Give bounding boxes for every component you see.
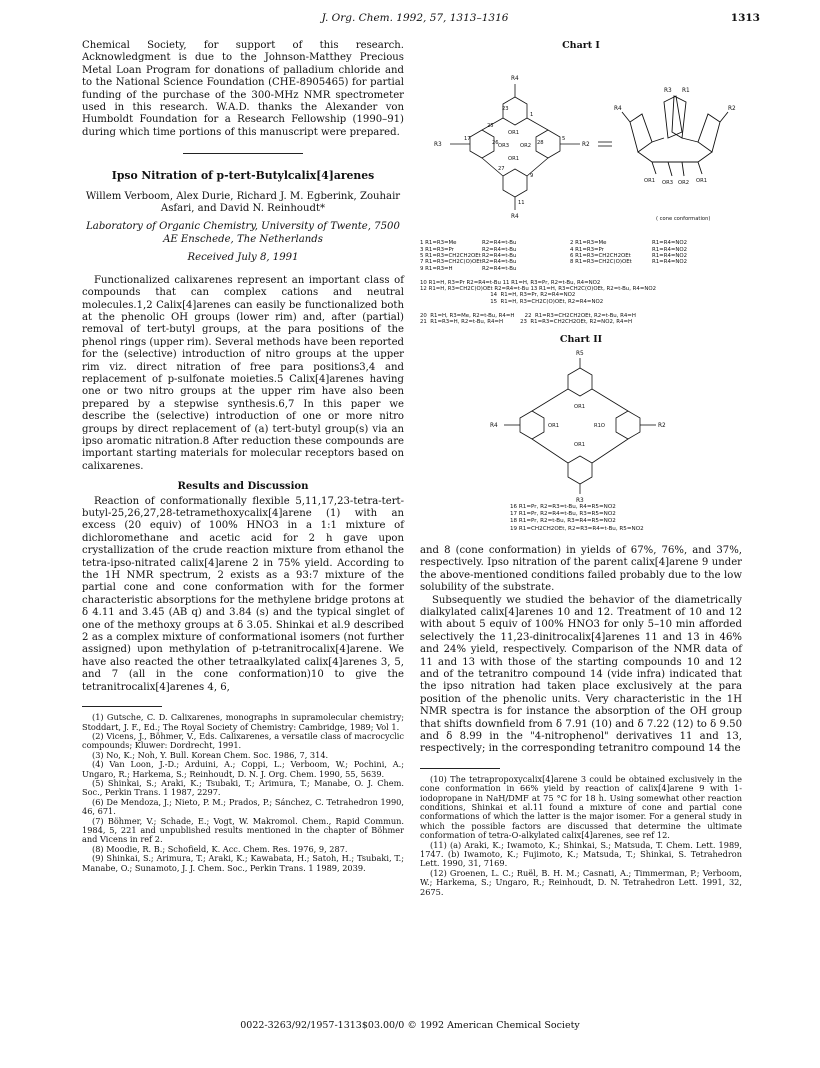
cone-label-or3: OR3 bbox=[662, 180, 673, 187]
footnotes-left bbox=[82, 713, 404, 873]
cone-label-or1: OR1 bbox=[644, 178, 655, 185]
left-column bbox=[82, 40, 404, 873]
footnote: (9) Shinkai, S.; Arimura, T.; Araki, K.; Kawabata, H.; Satoh, H.; Tsubaki, T.; Manabe, O.; Sunamoto, J. J. Chem. Soc., Perkin Trans. 1 1989, 2039. bbox=[82, 853, 404, 873]
cone-label-or1b: OR1 bbox=[696, 178, 707, 185]
label-r2: R2 bbox=[582, 142, 590, 149]
label-or3: OR3 bbox=[498, 143, 509, 150]
compound-row: 14 R1=H, R3=Pr, R2=R4=NO2 bbox=[420, 292, 576, 299]
compound-table bbox=[420, 240, 742, 325]
footnote-divider bbox=[82, 706, 162, 707]
compound-row: 5 R1=R3=CH2CH2OEtR2=R4=t-Bu 6 R1=R3=CH2CH2OEt R1=R4=NO2 bbox=[420, 253, 688, 259]
compound-row: 18 R1=Pr, R2=t-Bu, R3=R4=R5=NO2 bbox=[510, 518, 616, 525]
chart2-title: Chart II bbox=[559, 333, 603, 345]
chart2-label-or1-top: OR1 bbox=[574, 404, 585, 411]
compound-row: 7 R1=R3=CH2C(O)OEtR2=R4=t-Bu 8 R1=R3=CH2C(O)OEt R1=R4=NO2 bbox=[420, 259, 688, 266]
footnote: (10) The tetrapropoxycalix[4]arene 3 could be obtained exclusively in the cone conformation in 66% yield by reaction of calix[4]arene 9 with 1-iodopropane in NaH/DMF at 75 °C for 18 h. Using somewhat other reaction conditions, Shinkai et al.11 found a mixture of cone and partial cone conformations of which the latter is the major isomer. For a general study in which the possible factors are discussed that determine the ultimate conformation of tetra-O-alkylated calix[4]arenes, see ref 12. bbox=[420, 773, 742, 841]
section-divider bbox=[183, 153, 303, 154]
compound-group-3 bbox=[420, 313, 742, 326]
chart2-label-r1o: R1O bbox=[594, 423, 605, 430]
locant-25: 25 bbox=[487, 123, 494, 130]
cone-label-or2: OR2 bbox=[678, 180, 689, 187]
compound-row: 9 R1=R3=H R2=R4=t-Bu bbox=[420, 265, 517, 272]
locant-27: 27 bbox=[498, 166, 505, 173]
continuation-paragraph: and 8 (cone conformation) in yields of 67%, 76%, and 37%, respectively. Ipso nitration of the parent calix[4]arene 9 under the above-mentioned conditions failed probably due to the low solubility of the substrate. bbox=[420, 544, 742, 594]
chart2-label-r3: R3 bbox=[576, 498, 584, 505]
footnote: (2) Vicens, J., Böhmer, V., Eds. Calixarenes, a versatile class of macrocyclic compounds; Kluwer: Dordrecht, 1991. bbox=[82, 730, 404, 751]
chart2-label-or1-bottom: OR1 bbox=[574, 442, 585, 449]
locant-17: 17 bbox=[464, 136, 471, 143]
section-heading: Results and Discussion bbox=[177, 481, 309, 493]
chart2-compound-list bbox=[510, 504, 742, 533]
footnotes-right bbox=[420, 775, 742, 897]
label-r4-bottom: R4 bbox=[511, 214, 519, 221]
chart1-structures bbox=[420, 52, 742, 232]
footnote: (3) No, K.; Noh, Y. Bull. Korean Chem. Soc. 1986, 7, 314. bbox=[92, 749, 329, 760]
label-r4-top: R4 bbox=[511, 76, 519, 83]
chart2-label-or1-left: OR1 bbox=[548, 423, 559, 430]
compound-row: 17 R1=Pr, R2=R4=t-Bu, R3=R5=NO2 bbox=[510, 511, 616, 518]
cone-label-r1: R1 bbox=[682, 88, 690, 95]
chart2-structure bbox=[420, 346, 742, 504]
locant-9: 9 bbox=[530, 173, 534, 180]
results-paragraph: Reaction of conformationally flexible 5,11,17,23-tetra-tert-butyl-25,26,27,28-tetramethoxycalix[4]arene (1) with an excess (20 equiv) of 100% HNO3 in a 1:1 mixture of dichloromethane and acetic acid for 2 h gave upon crystallization of the crude reaction mixture from ethanol the tetra-ipso-nitrated calix[4]arene 2 in 75% yield. According to the 1H NMR spectrum, 2 exists as a 93:7 mixture of the partial cone and cone conformation with for the former characteristic absorptions for the methylene bridge protons at δ 4.11 and 3.45 (AB q) and 3.84 (s) and the typical singlet of one of the methoxy groups at δ 3.05. Shinkai et al.9 described 2 as a complex mixture of conformational isomers (not further assigned) upon methylation of p-tetranitrocalix[4]arene. We have also reacted the other tetraalkylated calix[4]arenes 3, 5, and 7 (all in the cone conformation)10 to give the tetranitrocalix[4]arenes 4, 6, bbox=[82, 495, 404, 693]
cone-caption: ( cone conformation) bbox=[656, 216, 711, 223]
running-header bbox=[70, 12, 760, 28]
cone-label-r3: R3 bbox=[664, 88, 672, 95]
compound-row: 3 R1=R3=Pr R2=R4=t-Bu 4 R1=R3=Pr R1=R4=NO2 bbox=[420, 246, 688, 253]
footnote: (4) Van Loon, J.-D.; Arduini, A.; Coppi, L.; Verboom, W.; Pochini, A.; Ungaro, R.; Harkema, S.; Reinhoudt, D. N. J. Org. Chem. 1990, 55, 5639. bbox=[82, 759, 404, 779]
compound-row: 1 R1=R3=Me R2=R4=t-Bu 2 R1=R3=Me R1=R4=NO2 bbox=[420, 240, 688, 247]
chart2-label-r5: R5 bbox=[576, 351, 584, 358]
compound-row: 19 R1=CH2CH2OEt, R2=R3=R4=t-Bu, R5=NO2 bbox=[510, 525, 644, 532]
footnote-divider bbox=[420, 768, 500, 769]
right-column bbox=[420, 40, 742, 897]
footnote: (11) (a) Araki, K.; Iwamoto, K.; Shinkai, S.; Matsuda, T. Chem. Lett. 1989, 1747. (b) Iwamoto, K.; Fujimoto, K.; Matsuda, T.; Shinkai, S. Tetrahedron Lett. 1990, 31, 7169. bbox=[420, 839, 742, 869]
journal-citation: J. Org. Chem. 1992, 57, 1313–1316 bbox=[321, 12, 509, 24]
locant-28: 28 bbox=[537, 140, 544, 147]
compound-row: 10 R1=H, R3=Pr R2=R4=t-Bu 11 R1=H, R3=Pr, R2=t-Bu, R4=NO2 bbox=[420, 279, 601, 286]
footnote: (8) Moodie, R. B.; Schofield, K. Acc. Chem. Res. 1976, 9, 287. bbox=[92, 843, 348, 854]
compound-row: 21 R1=R3=H, R2=t-Bu, R4=H 23 R1=R3=CH2CH2OEt, R2=NO2, R4=H bbox=[420, 319, 633, 326]
compound-row: 15 R1=H, R3=CH2C(O)OEt, R2=R4=NO2 bbox=[420, 298, 604, 305]
footnote: (1) Gutsche, C. D. Calixarenes, monographs in supramolecular chemistry; Stoddart, J. F., Ed.; The Royal Society of Chemistry: Cambridge, 1989; Vol 1. bbox=[82, 712, 404, 732]
cone-label-r2: R2 bbox=[728, 106, 736, 113]
compound-group-2 bbox=[420, 280, 742, 305]
cone-label-r4: R4 bbox=[614, 106, 622, 113]
affiliation: Laboratory of Organic Chemistry, University of Twente, 7500 AE Enschede, The Netherlands bbox=[86, 221, 400, 245]
acknowledgment-paragraph: Chemical Society, for support of this research. Acknowledgment is due to the Johnson-Matthey Precious Metal Loan Program for donations of palladium chloride and to the National Science Foundation (CHE-8905465) for partial funding of the purchase of the 300-MHz NMR spectrometer used in this research. W.A.D. thanks the Alexander von Humboldt Foundation for a Research Fellowship (1990–91) during which time portions of this manuscript were prepared. bbox=[82, 40, 404, 138]
label-or2: OR2 bbox=[520, 143, 531, 150]
locant-23: 23 bbox=[502, 106, 509, 113]
author-list: Willem Verboom, Alex Durie, Richard J. M. Egberink, Zouhair Asfari, and David N. Reinhoudt* bbox=[85, 190, 401, 215]
locant-1: 1 bbox=[530, 112, 534, 119]
article-title: Ipso Nitration of p-tert-Butylcalix[4]arenes bbox=[111, 169, 375, 183]
label-or1-upper: OR1 bbox=[508, 130, 519, 137]
intro-paragraph: Functionalized calixarenes represent an important class of compounds that can complex cations and neutral molecules.1,2 Calix[4]arenes can easily be functionalized both at the phenolic OH groups (lower rim) and, after (partial) removal of tert-butyl groups, at the para positions of the phenol rings (upper rim). Several methods have been reported for the (selective) introduction of nitro groups at the upper rim viz. direct nitration of free para positions3,4 and replacement of p-sulfonate moieties.5 Calix[4]arenes having one or two nitro groups at the upper rim have also been prepared by a stepwise synthesis.6,7 In this paper we describe the (selective) introduction of one or more nitro groups by direct replacement of (a) tert-butyl group(s) via an ipso aromatic nitration.8 After reduction these compounds are important starting materials for molecular receptors based on calixarenes. bbox=[82, 274, 404, 472]
compound-group-1 bbox=[420, 240, 742, 271]
locant-5: 5 bbox=[562, 136, 566, 143]
cone-conformation-sketch bbox=[622, 96, 728, 176]
label-or1-lower: OR1 bbox=[508, 156, 519, 163]
chart1-title: Chart I bbox=[562, 40, 600, 51]
right-body-text bbox=[420, 545, 742, 756]
chart2-label-r2: R2 bbox=[658, 423, 666, 430]
compound-row: 12 R1=H, R3=CH2C(O)OEt R2=R4=t-Bu 13 R1=H, R3=CH2C(O)OEt, R2=t-Bu, R4=NO2 bbox=[420, 286, 657, 293]
chart2-label-r4: R4 bbox=[490, 423, 498, 430]
footnote: (6) De Mendoza, J.; Nieto, P. M.; Prados, P.; Sánchez, C. Tetrahedron 1990, 46, 671. bbox=[82, 796, 404, 817]
page-number: 1313 bbox=[730, 12, 760, 24]
compound-row: 16 R1=Pr, R2=R3=t-Bu, R4=R5=NO2 bbox=[510, 504, 616, 511]
footnote: (7) Böhmer, V.; Schade, E.; Vogt, W. Makromol. Chem., Rapid Commun. 1984, 5, 221 and unpublished results mentioned in the chapter of Böhmer and Vicens in ref 2. bbox=[82, 815, 404, 845]
body-paragraph: Subsequently we studied the behavior of the diametrically dialkylated calix[4]arenes 10 and 12. Treatment of 10 and 12 with about 5 equiv of 100% HNO3 for only 5–10 min afforded selectively the 11,23-dinitrocalix[4]arenes 11 and 13 in 46% and 24% yield, respectively. Comparison of the NMR data of 11 and 13 with those of the starting compounds 10 and 12 and of the tetranitro compound 14 (vide infra) indicated that the ipso nitration had taken place exclusively at the para position of the phenolic units. Very characteristic in the 1H NMR spectra is for instance the absorption of the OH group that shifts downfield from δ 7.91 (10) and δ 7.22 (12) to δ 9.50 and δ 8.99 in the "4-nitrophenol" derivatives 11 and 13, respectively; in the corresponding tetranitro compound 14 the bbox=[420, 594, 742, 755]
locant-11: 11 bbox=[518, 200, 525, 207]
footnote: (5) Shinkai, S.; Araki, K.; Tsubaki, T.; Arimura, T.; Manabe, O. J. Chem. Soc., Perkin Trans. 1 1987, 2297. bbox=[82, 777, 404, 798]
received-date: Received July 8, 1991 bbox=[187, 252, 299, 264]
calixarene-structure-2 bbox=[504, 358, 656, 494]
footnote: (12) Groenen, L. C.; Ruël, B. H. M.; Casnati, A.; Timmerman, P.; Verboom, W.; Harkema, S.; Ungaro, R.; Reinhoudt, D. N. Tetrahedron Lett. 1991, 32, 2675. bbox=[420, 867, 742, 897]
compound-row: 20 R1=H, R3=Me, R2=t-Bu, R4=H 22 R1=R3=CH2CH2OEt, R2=t-Bu, R4=H bbox=[420, 313, 636, 320]
copyright-footer: 0022-3263/92/1957-1313$03.00/0 © 1992 American Chemical Society bbox=[240, 1020, 580, 1031]
locant-26: 26 bbox=[492, 140, 499, 147]
label-r3: R3 bbox=[434, 142, 442, 149]
calixarene-structure bbox=[450, 84, 580, 210]
